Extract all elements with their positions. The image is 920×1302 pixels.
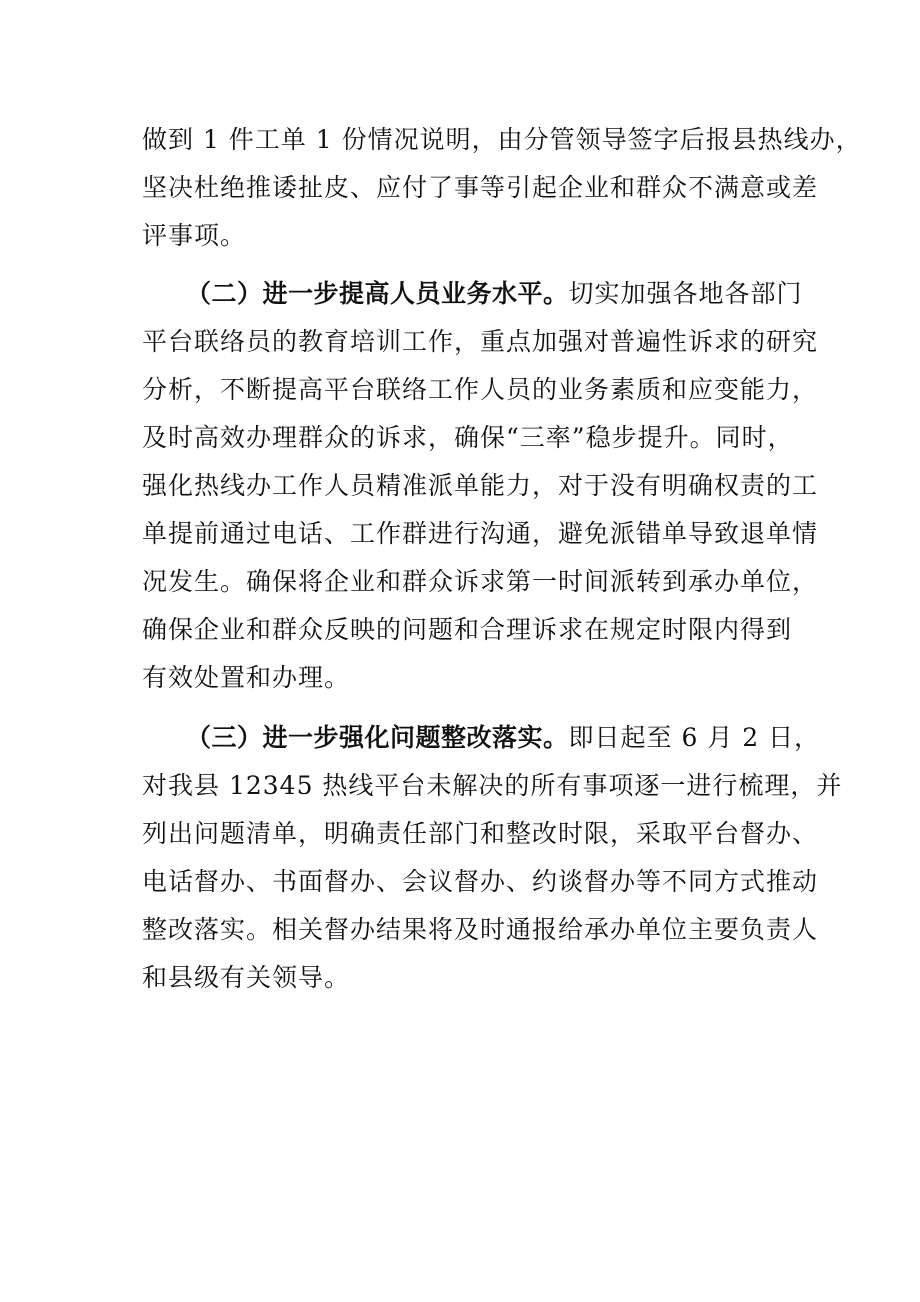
paragraph-2-line-4: 及时高效办理群众的诉求，确保“三率”稳步提升。同时， — [142, 423, 794, 452]
paragraph-2-first-line-text: 切实加强各地各部门 — [568, 279, 803, 308]
paragraph-2-line-8: 确保企业和群众反映的问题和合理诉求在规定时限内得到 — [142, 615, 793, 644]
paragraph-3-line-6: 和县级有关领导。 — [142, 963, 351, 992]
paragraph-1-line-3: 评事项。 — [142, 221, 247, 250]
paragraph-3-line-3: 列出问题清单，明确责任部门和整改时限，采取平台督办、 — [142, 819, 819, 848]
paragraph-3-line-2: 对我县 12345 热线平台未解决的所有事项逐一进行梳理，并 — [142, 771, 843, 800]
paragraph-3-first-line-text: 即日起至 6 月 2 日， — [568, 723, 821, 752]
paragraph-2-first-line — [186, 278, 836, 310]
section-heading-3: （三）进一步强化问题整改落实。 — [186, 723, 569, 752]
paragraph-1-line-2: 坚决杜绝推诿扯皮、应付了事等引起企业和群众不满意或差 — [142, 173, 819, 202]
paragraph-2-line-2: 平台联络员的教育培训工作，重点加强对普遍性诉求的研究 — [142, 327, 819, 356]
paragraph-2-line-3: 分析，不断提高平台联络工作人员的业务素质和应变能力， — [142, 375, 819, 404]
paragraph-3-first-line — [186, 722, 836, 754]
paragraph-2-line-5: 强化热线办工作人员精准派单能力，对于没有明确权责的工 — [142, 471, 819, 500]
paragraph-2-line-9: 有效处置和办理。 — [142, 663, 351, 692]
paragraph-2-line-7: 况发生。确保将企业和群众诉求第一时间派转到承办单位， — [142, 567, 819, 596]
paragraph-3-line-5: 整改落实。相关督办结果将及时通报给承办单位主要负责人 — [142, 915, 819, 944]
section-heading-2: （二）进一步提高人员业务水平。 — [186, 279, 569, 308]
paragraph-1-line-1: 做到 1 件工单 1 份情况说明，由分管领导签字后报县热线办， — [142, 125, 862, 154]
paragraph-3-line-4: 电话督办、书面督办、会议督办、约谈督办等不同方式推动 — [142, 867, 819, 896]
paragraph-2-line-6: 单提前通过电话、工作群进行沟通，避免派错单导致退单情 — [142, 519, 819, 548]
